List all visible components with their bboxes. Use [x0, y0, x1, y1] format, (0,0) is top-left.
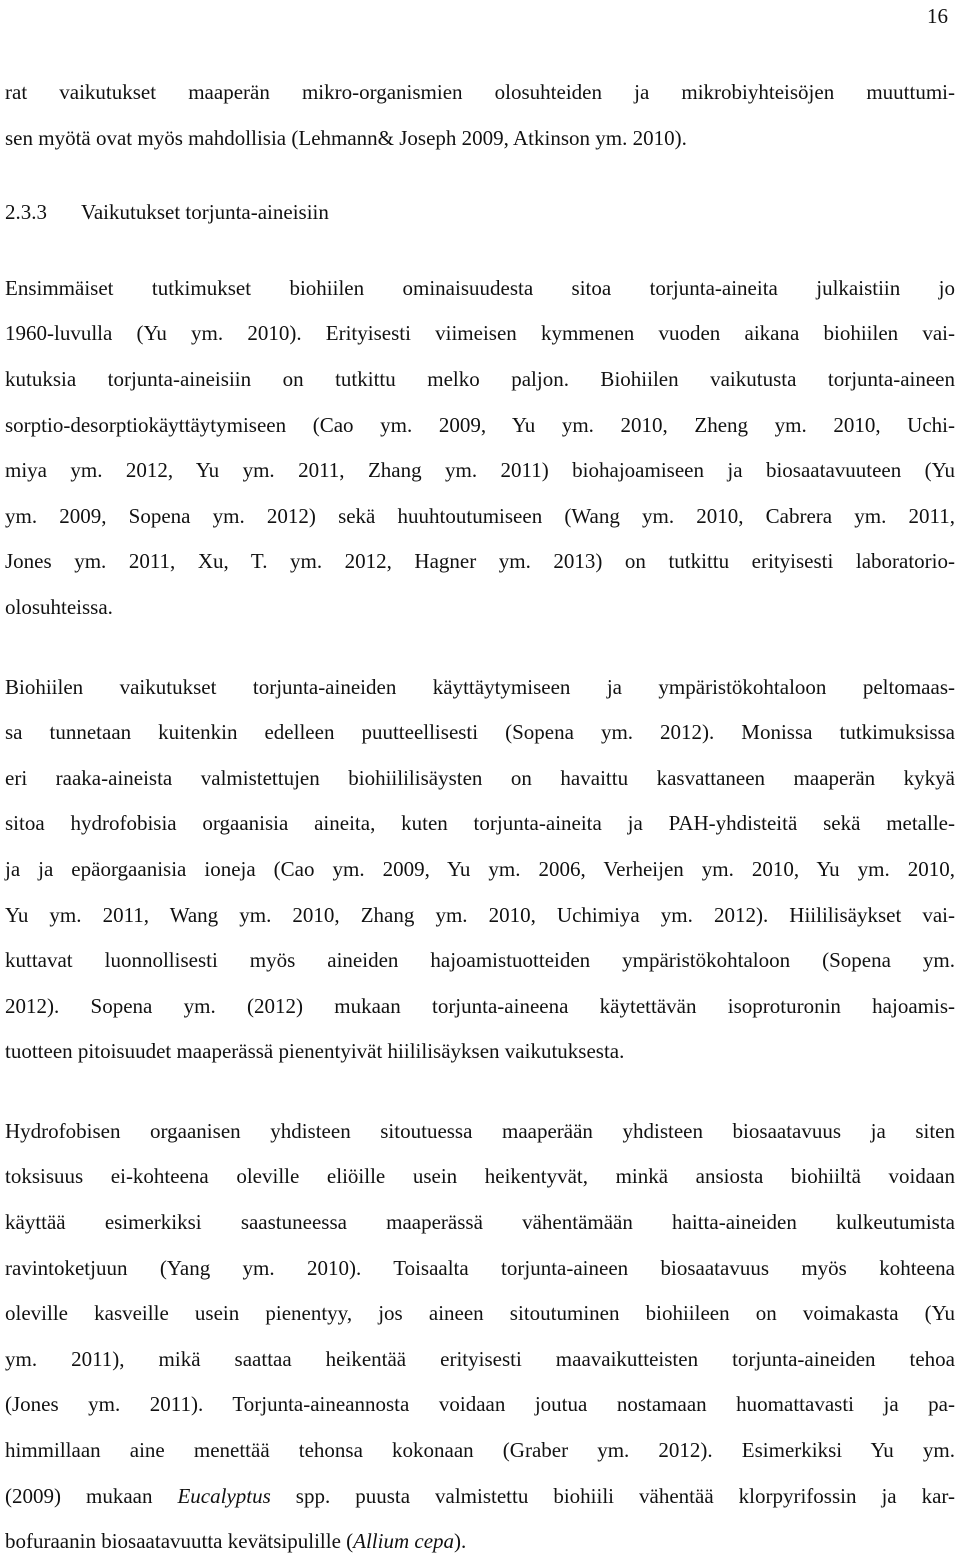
text-line: toksisuus ei-kohteena oleville eliöille usein heikentyvät, minkä ansiosta biohiiltä voidaan: [5, 1164, 955, 1189]
text-line: [5, 1519, 955, 1565]
text-line: sorptio-desorptiokäyttäytymiseen (Cao ym. 2009, Yu ym. 2010, Zheng ym. 2010, Uchi-: [5, 412, 955, 437]
text-line: miya ym. 2012, Yu ym. 2011, Zhang ym. 2011) biohajoamiseen ja biosaatavuuteen (Yu: [5, 458, 955, 483]
text-line: [5, 1474, 955, 1520]
paragraph: [5, 1109, 955, 1565]
section-heading: [5, 190, 955, 236]
text-line: Hydrofobisen orgaanisen yhdisteen sitoutuessa maaperään yhdisteen biosaatavuus ja siten: [5, 1118, 955, 1143]
text-line: kutuksia torjunta-aineisiin on tutkittu melko paljon. Biohiilen vaikutusta torjunta-aineen: [5, 366, 955, 391]
text-line: tuotteen pitoisuudet maaperässä pienentyivät hiililisäyksen vaikutuksesta.: [5, 1039, 625, 1064]
text-line: Ensimmäiset tutkimukset biohiilen ominaisuudesta sitoa torjunta-aineita julkaistiin jo: [5, 275, 955, 300]
text-line: sen myötä ovat myös mahdollisia (Lehmann& Joseph 2009, Atkinson ym. 2010).: [5, 125, 687, 150]
text-line: olosuhteissa.: [5, 594, 113, 619]
text-line: rat vaikutukset maaperän mikro-organismien olosuhteiden ja mikrobiyhteisöjen muuttumi-: [5, 80, 955, 104]
species-name: Allium cepa: [353, 1529, 455, 1554]
text-line: (Jones ym. 2011). Torjunta-aineannosta voidaan joutua nostamaan huomattavasti ja pa-: [5, 1392, 955, 1417]
text-line: ja ja epäorgaanisia ioneja (Cao ym. 2009, Yu ym. 2006, Verheijen ym. 2010, Yu ym. 2010,: [5, 856, 955, 881]
text-line: oleville kasveille usein pienentyy, jos aineen sitoutuminen biohiileen on voimakasta (Yu: [5, 1301, 955, 1326]
text-line: kuttavat luonnollisesti myös aineiden hajoamistuotteiden ympäristökohtaloon (Sopena ym.: [5, 948, 955, 973]
text-line: ym. 2011), mikä saattaa heikentää erityisesti maavaikutteisten torjunta-aineiden tehoa: [5, 1346, 955, 1371]
text-line: sitoa hydrofobisia orgaanisia aineita, kuten torjunta-aineita ja PAH-yhdisteitä sekä metalle-: [5, 811, 955, 836]
text-line: ym. 2009, Sopena ym. 2012) sekä huuhtoutumiseen (Wang ym. 2010, Cabrera ym. 2011,: [5, 503, 955, 528]
text-segment: (2009) mukaan: [5, 1483, 178, 1508]
text-line: Yu ym. 2011, Wang ym. 2010, Zhang ym. 2010, Uchimiya ym. 2012). Hiililisäykset vai-: [5, 902, 955, 927]
paragraph: [5, 266, 955, 631]
text-line: 1960-luvulla (Yu ym. 2010). Erityisesti viimeisen kymmenen vuoden aikana biohiilen vai-: [5, 321, 955, 346]
text-line: Jones ym. 2011, Xu, T. ym. 2012, Hagner ym. 2013) on tutkittu erityisesti laboratorio-: [5, 549, 955, 574]
species-name: Eucalyptus: [177, 1483, 271, 1508]
text-line: Biohiilen vaikutukset torjunta-aineiden käyttäytymiseen ja ympäristökohtaloon peltomaas-: [5, 674, 955, 699]
text-line: ravintoketjuun (Yang ym. 2010). Toisaalta torjunta-aineen biosaatavuus myös kohteena: [5, 1255, 955, 1280]
section-number: 2.3.3: [5, 200, 47, 225]
text-segment: ).: [454, 1529, 467, 1554]
text-segment: spp. puusta valmistettu biohiili vähentää klorpyrifossin ja kar-: [270, 1483, 955, 1508]
section-title: Vaikutukset torjunta-aineisiin: [81, 200, 329, 225]
paragraph: [5, 665, 955, 1075]
text-line: eri raaka-aineista valmistettujen biohiililisäysten on havaittu kasvattaneen maaperän kykyä: [5, 765, 955, 790]
text-segment: bofuraanin biosaatavuutta kevätsipulille (: [5, 1529, 354, 1554]
text-line: himmillaan aine menettää tehonsa kokonaan (Graber ym. 2012). Esimerkiksi Yu ym.: [5, 1438, 955, 1463]
text-line: 2012). Sopena ym. (2012) mukaan torjunta-aineena käytettävän isoproturonin hajoamis-: [5, 993, 955, 1018]
paragraph-continuation: [5, 70, 955, 161]
text-line: käyttää esimerkiksi saastuneessa maaperässä vähentämään haitta-aineiden kulkeutumista: [5, 1210, 955, 1235]
page-number: 16: [927, 4, 948, 28]
document-body: [5, 70, 955, 1565]
text-line: sa tunnetaan kuitenkin edelleen puutteellisesti (Sopena ym. 2012). Monissa tutkimuksissa: [5, 720, 955, 745]
